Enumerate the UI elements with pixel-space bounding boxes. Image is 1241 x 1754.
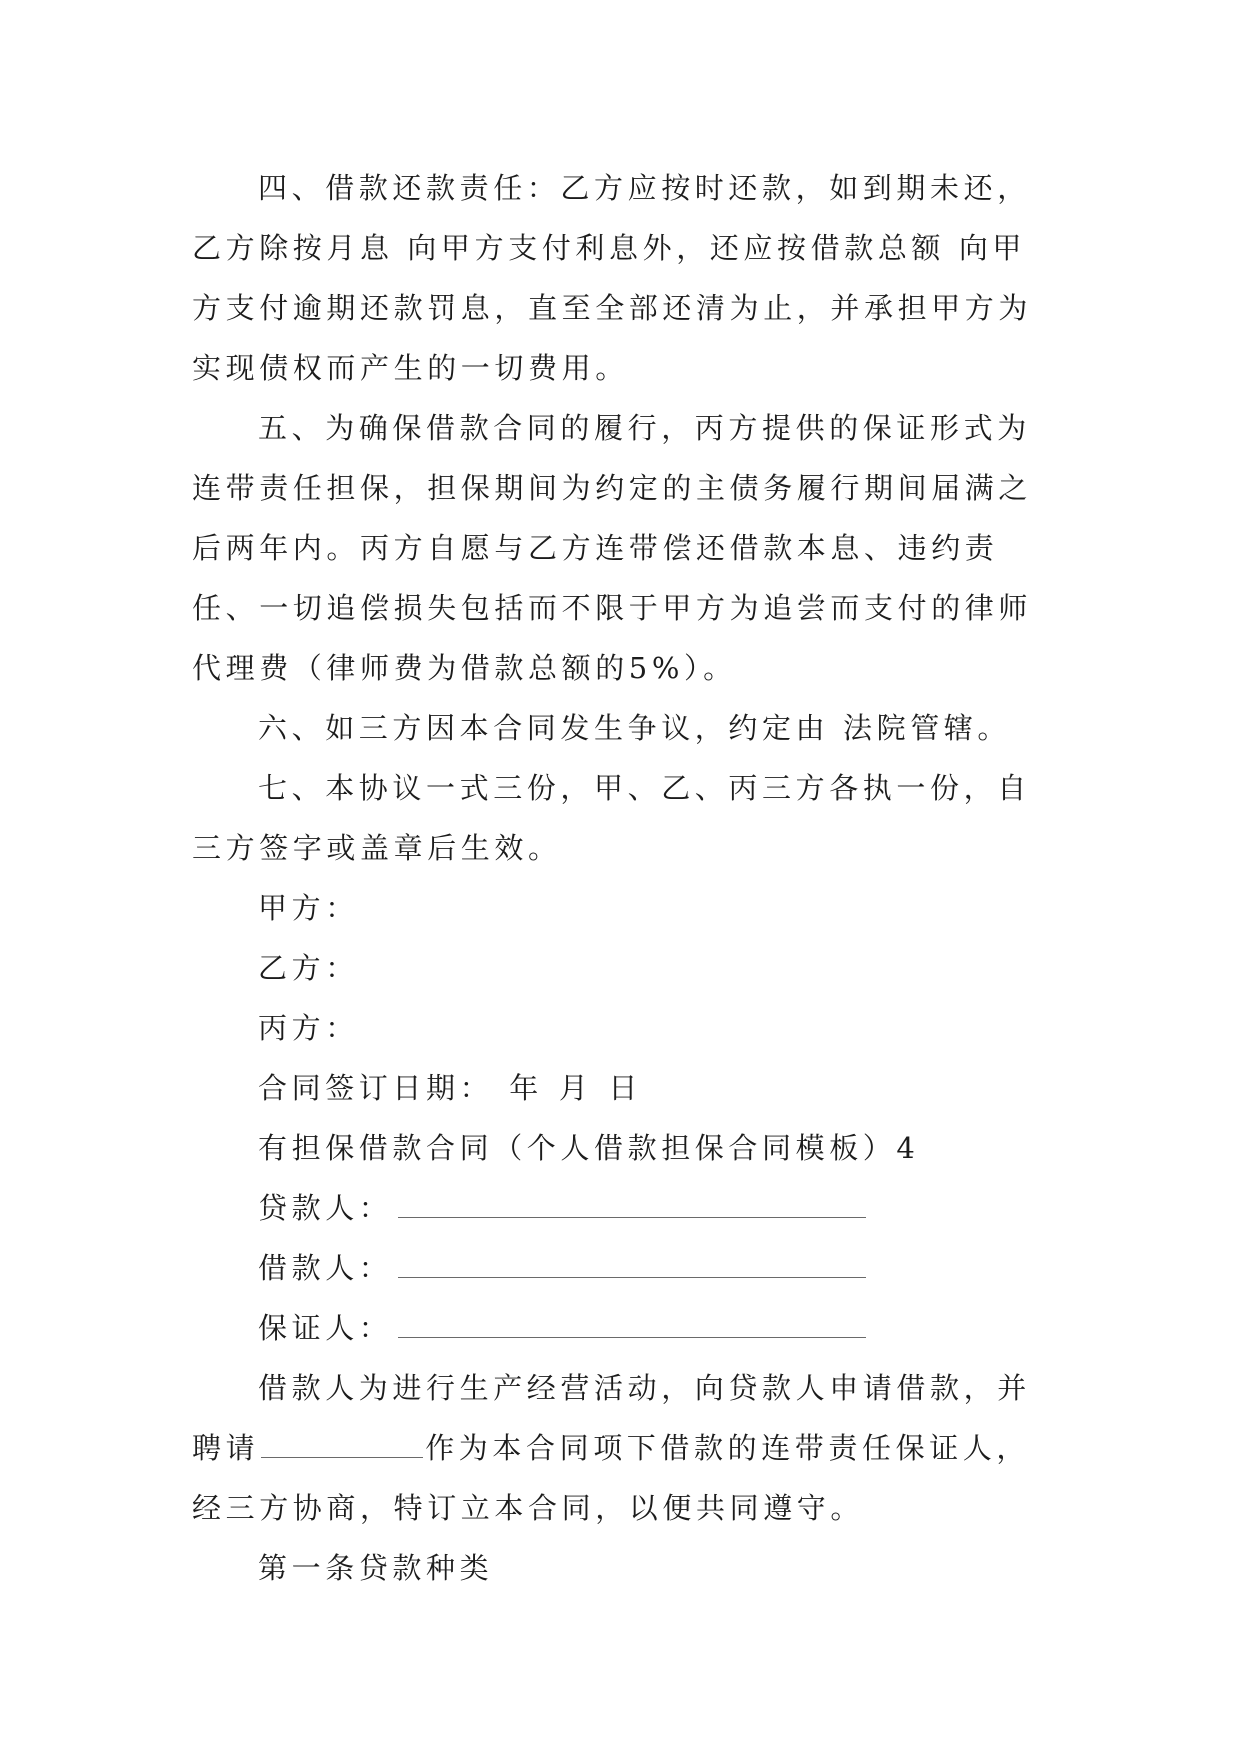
intro-text-part-2: 作为本合同项下借款的连带责任保证人，经三方协商，特订立本合同，以便共同遵守。 <box>192 1431 1031 1525</box>
intro-text-part-1: 借款人为进行生产经营活动，向贷款人申请借款，并聘请 <box>192 1371 1031 1465</box>
signing-date-day: 日 <box>608 1071 643 1105</box>
party-b-signature-line: 乙方： <box>258 951 359 985</box>
party-c-signature-line: 丙方： <box>258 1011 359 1045</box>
guarantor-label: 保证人： <box>258 1311 393 1345</box>
signing-date-label: 合同签订日期： <box>258 1071 494 1105</box>
signing-date-line <box>192 1058 1052 1118</box>
guarantor-blank-line <box>398 1303 866 1338</box>
clause-5-paragraph: 五、为确保借款合同的履行，丙方提供的保证形式为连带责任担保，担保期间为约定的主债务履行期间届满之后两年内。丙方自愿与乙方连带偿还借款本息、违约责任、一切追偿损失包括而不限于甲方为追尝而支付的律师代理费（律师费为借款总额的5%）。 <box>192 411 1033 685</box>
intro-paragraph <box>192 1358 1052 1538</box>
lender-label: 贷款人： <box>258 1191 393 1225</box>
signing-date-month: 月 <box>558 1071 593 1105</box>
borrower-blank-line <box>398 1243 866 1278</box>
borrower-field <box>192 1238 1052 1298</box>
guarantor-name-blank-line <box>261 1423 423 1458</box>
borrower-label: 借款人： <box>258 1251 393 1285</box>
document-body <box>192 158 1052 1598</box>
party-a-signature-line: 甲方： <box>258 891 359 925</box>
clause-6-paragraph: 六、如三方因本合同发生争议，约定由 法院管辖。 <box>258 711 1012 745</box>
clause-7-paragraph: 七、本协议一式三份，甲、乙、丙三方各执一份，自三方签字或盖章后生效。 <box>192 771 1031 865</box>
article-1-heading: 第一条贷款种类 <box>258 1551 494 1585</box>
template-title: 有担保借款合同（个人借款担保合同模板）4 <box>258 1131 920 1165</box>
signing-date-year: 年 <box>509 1071 543 1105</box>
guarantor-field <box>192 1298 1052 1358</box>
clause-4-paragraph: 四、借款还款责任：乙方应按时还款，如到期未还，乙方除按月息 向甲方支付利息外，还应按借款总额 向甲方支付逾期还款罚息，直至全部还清为止，并承担甲方为实现债权而产生的一切费用。 <box>192 171 1033 385</box>
lender-field <box>192 1178 1052 1238</box>
lender-blank-line <box>398 1183 866 1218</box>
